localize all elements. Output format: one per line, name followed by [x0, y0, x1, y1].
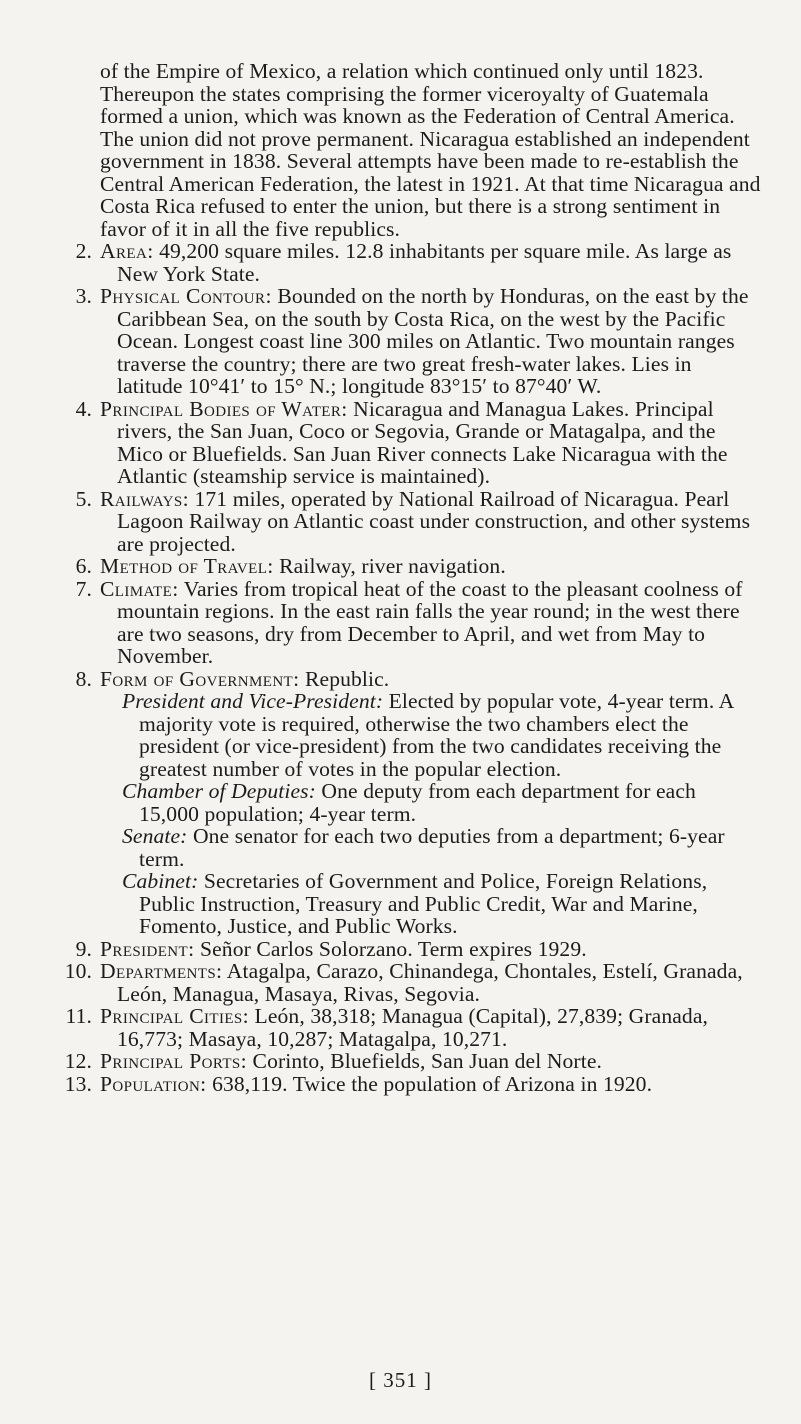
item-heading: Principal Cities:: [100, 1004, 250, 1028]
government-entry-text: Secretaries of Government and Police, Foreign Relations, Public Instruction, Treasury and Public Credit, War and Marine, Fomento, Justice, and Public Works.: [139, 869, 708, 938]
item-number: 4.: [75, 396, 92, 421]
numbered-list: [0, 240, 801, 690]
item-number: 3.: [75, 284, 92, 308]
government-entry-text: One senator for each two deputies from a department; 6-year term.: [139, 824, 725, 871]
list-item: [0, 1073, 801, 1096]
item-text: 171 miles, operated by National Railroad of Nicaragua. Pearl Lagoon Railway on Atlantic coast under construction, and other systems are projected.: [117, 486, 751, 556]
item-heading: Area:: [100, 239, 154, 263]
government-entry-text: Elected by popular vote, 4-year term. A majority vote is required, otherwise the two chambers elect the president (or vice-president) from the two candidates receiving the greatest number of votes in the popular election.: [139, 689, 734, 781]
item-number: 7.: [75, 576, 92, 601]
item-heading: Climate:: [100, 576, 179, 601]
item-text: Señor Carlos Solorzano. Term expires 1929.: [194, 936, 587, 961]
item-text: León, 38,318; Managua (Capital), 27,839; Granada, 16,773; Masaya, 10,287; Matagalpa, 10,271.: [117, 1004, 709, 1051]
item-text: Varies from tropical heat of the coast to the pleasant coolness of mountain regions. In the east rain falls the year round; in the west there are two seasons, dry from December to April, and wet from May to November.: [117, 576, 743, 668]
government-entry: [0, 870, 801, 938]
list-item: [0, 488, 801, 556]
list-item: [0, 285, 801, 398]
item-text: Corinto, Bluefields, San Juan del Norte.: [247, 1049, 603, 1073]
item-heading: Form of Government:: [100, 666, 300, 691]
list-item: [0, 398, 801, 488]
government-entry: [0, 690, 801, 780]
list-item: [0, 1005, 801, 1050]
item-text: Railway, river navigation.: [273, 554, 506, 578]
item-number: 5.: [75, 486, 92, 511]
item-number: 11.: [65, 1004, 92, 1028]
item-text: Atagalpa, Carazo, Chinandega, Chontales, Estelí, Granada, León, Managua, Masaya, Rivas, Segovia.: [117, 959, 743, 1006]
list-item: [0, 240, 801, 285]
list-item: [0, 555, 801, 578]
government-entry: [0, 825, 801, 870]
item-text: 638,119. Twice the population of Arizona in 1920.: [206, 1071, 653, 1096]
item-text: Republic.: [299, 666, 390, 691]
item-number: 8.: [75, 666, 92, 691]
item-heading: President:: [100, 936, 195, 961]
government-entry-label: President and Vice-President:: [122, 689, 384, 713]
item-heading: Physical Contour:: [100, 284, 272, 308]
item-number: 10.: [64, 959, 92, 983]
government-entry-text: One deputy from each department for each 15,000 population; 4-year term.: [139, 779, 696, 826]
item-number: 9.: [75, 936, 92, 961]
government-subsections: [0, 690, 801, 938]
list-item: [0, 578, 801, 668]
government-entry-label: Senate:: [122, 824, 188, 848]
list-item: [0, 1050, 801, 1073]
list-item: [0, 960, 801, 1005]
item-number: 13.: [64, 1071, 92, 1096]
item-text: 49,200 square miles. 12.8 inhabitants per square mile. As large as New York State.: [117, 239, 732, 286]
item-heading: Railways:: [100, 486, 190, 511]
intro-paragraph: of the Empire of Mexico, a relation which continued only until 1823. Thereupon the states comprising the former viceroyalty of Guatemala formed a union, which was known as the Federation of Central America. The union did not prove permanent. Nicaragua established an independent government in 1838. Several attempts have been made to re-establish the Central American Federation, the latest in 1921. At that time Nicaragua and Costa Rica refused to enter the union, but there is a strong sentiment in favor of it in all the five republics.: [100, 59, 761, 241]
list-item: [0, 668, 801, 691]
item-text: Nicaragua and Managua Lakes. Principal rivers, the San Juan, Coco or Segovia, Grande or Matagalpa, and the Mico or Bluefields. San Juan River connects Lake Nicaragua with the Atlantic (steamship service is maintained).: [117, 396, 728, 488]
page-body: [0, 60, 801, 1095]
item-heading: Method of Travel:: [100, 554, 274, 578]
item-heading: Population:: [100, 1071, 207, 1096]
numbered-list-continued: [0, 938, 801, 1096]
item-heading: Principal Ports:: [100, 1049, 248, 1073]
page-number: [ 351 ]: [369, 1368, 432, 1392]
item-number: 12.: [64, 1049, 92, 1073]
government-entry: [0, 780, 801, 825]
item-text: Bounded on the north by Honduras, on the east by the Caribbean Sea, on the south by Costa Rica, on the west by the Pacific Ocean. Longest coast line 300 miles on Atlantic. Two mountain ranges traverse the country; there are two great fresh-water lakes. Lies in latitude 10°41′ to 15° N.; longitude 83°15′ to 87°40′ W.: [117, 284, 749, 398]
government-entry-label: Cabinet:: [122, 869, 199, 893]
government-entry-label: Chamber of Deputies:: [122, 779, 316, 803]
item-number: 2.: [75, 239, 92, 263]
item-heading: Departments:: [100, 959, 223, 983]
list-item: [0, 938, 801, 961]
item-number: 6.: [75, 554, 92, 578]
item-heading: Principal Bodies of Water:: [100, 396, 348, 421]
